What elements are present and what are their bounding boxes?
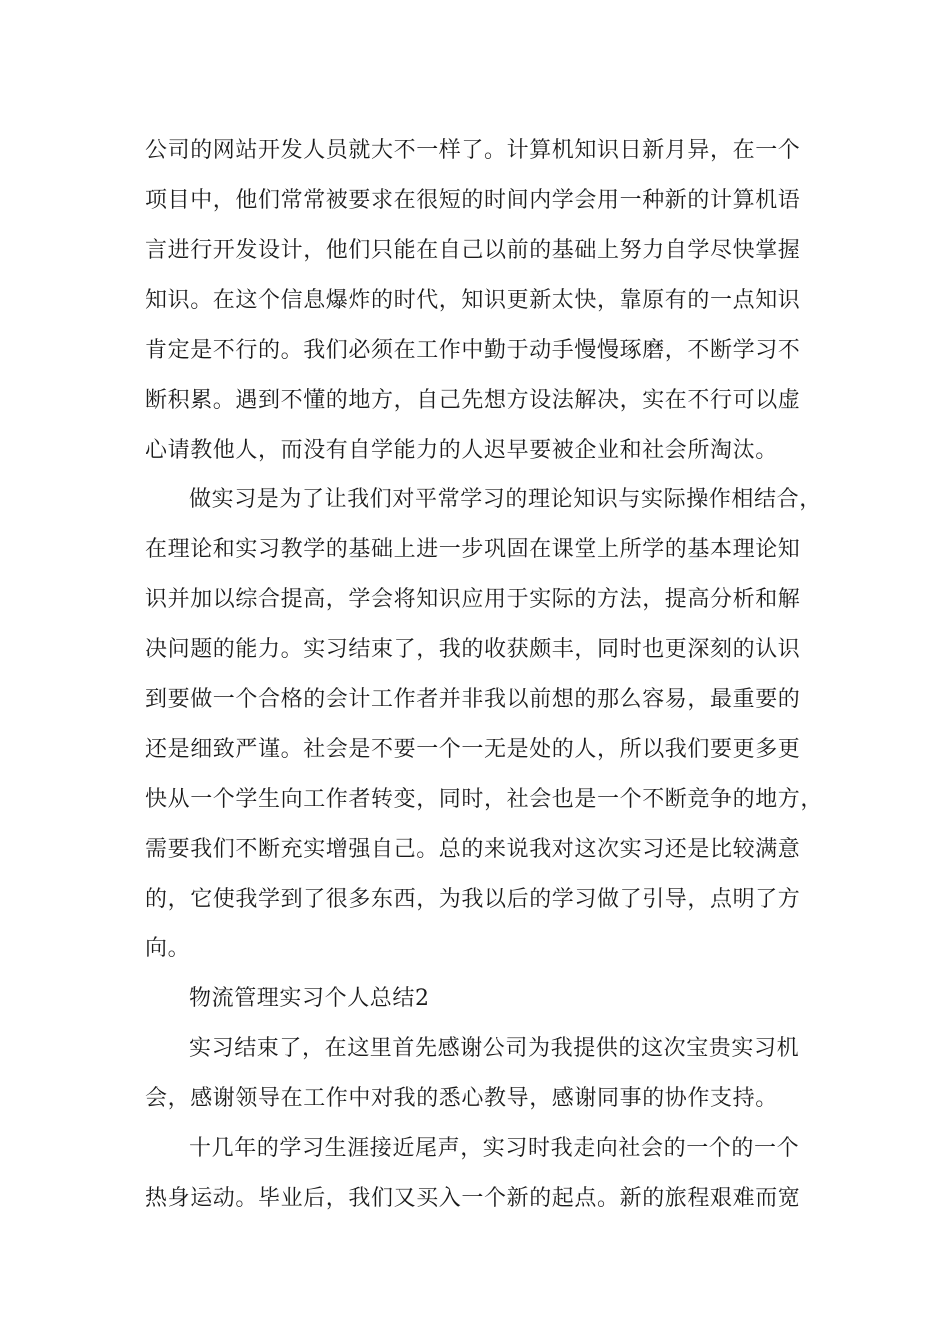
- text-line: 肯定是不行的。我们必须在工作中勤于动手慢慢琢磨，不断学习不: [145, 338, 801, 363]
- text-line: 热身运动。毕业后，我们又买入一个新的起点。新的旅程艰难而宽: [145, 1186, 801, 1211]
- text-line: 会，感谢领导在工作中对我的悉心教导，感谢同事的协作支持。: [145, 1086, 778, 1111]
- text-line: 断积累。遇到不懂的地方，自己先想方设法解决，实在不行可以虚: [145, 388, 801, 413]
- text-line: 识并加以综合提高，学会将知识应用于实际的方法，提高分析和解: [145, 587, 801, 612]
- paragraph-first-line: 实习结束了，在这里首先感谢公司为我提供的这次宝贵实习机: [189, 1036, 800, 1061]
- paragraph-first-line: 十几年的学习生涯接近尾声，实习时我走向社会的一个的一个: [189, 1136, 800, 1161]
- text-line: 需要我们不断充实增强自己。总的来说我对这次实习还是比较满意: [145, 837, 801, 862]
- text-line: 快从一个学生向工作者转变，同时，社会也是一个不断竞争的地方，: [145, 787, 824, 812]
- text-line: 决问题的能力。实习结束了，我的收获颇丰，同时也更深刻的认识: [145, 637, 801, 662]
- text-line: 还是细致严谨。社会是不要一个一无是处的人，所以我们要更多更: [145, 737, 801, 762]
- text-line: 到要做一个合格的会计工作者并非我以前想的那么容易，最重要的: [145, 687, 801, 712]
- text-line: 在理论和实习教学的基础上进一步巩固在课堂上所学的基本理论知: [145, 537, 801, 562]
- text-line: 向。: [145, 936, 191, 961]
- paragraph-first-line: 做实习是为了让我们对平常学习的理论知识与实际操作相结合，: [189, 487, 822, 512]
- text-line: 项目中，他们常常被要求在很短的时间内学会用一种新的计算机语: [145, 188, 801, 213]
- text-line: 心请教他人，而没有自学能力的人迟早要被企业和社会所淘汰。: [145, 438, 778, 463]
- text-line: 的，它使我学到了很多东西，为我以后的学习做了引导，点明了方: [145, 887, 801, 912]
- text-line: 言进行开发设计，他们只能在自己以前的基础上努力自学尽快掌握: [145, 238, 801, 263]
- section-heading: 物流管理实习个人总结2: [189, 986, 430, 1011]
- text-line: 公司的网站开发人员就大不一样了。计算机知识日新月异，在一个: [145, 138, 801, 163]
- text-line: 知识。在这个信息爆炸的时代，知识更新太快，靠原有的一点知识: [145, 288, 801, 313]
